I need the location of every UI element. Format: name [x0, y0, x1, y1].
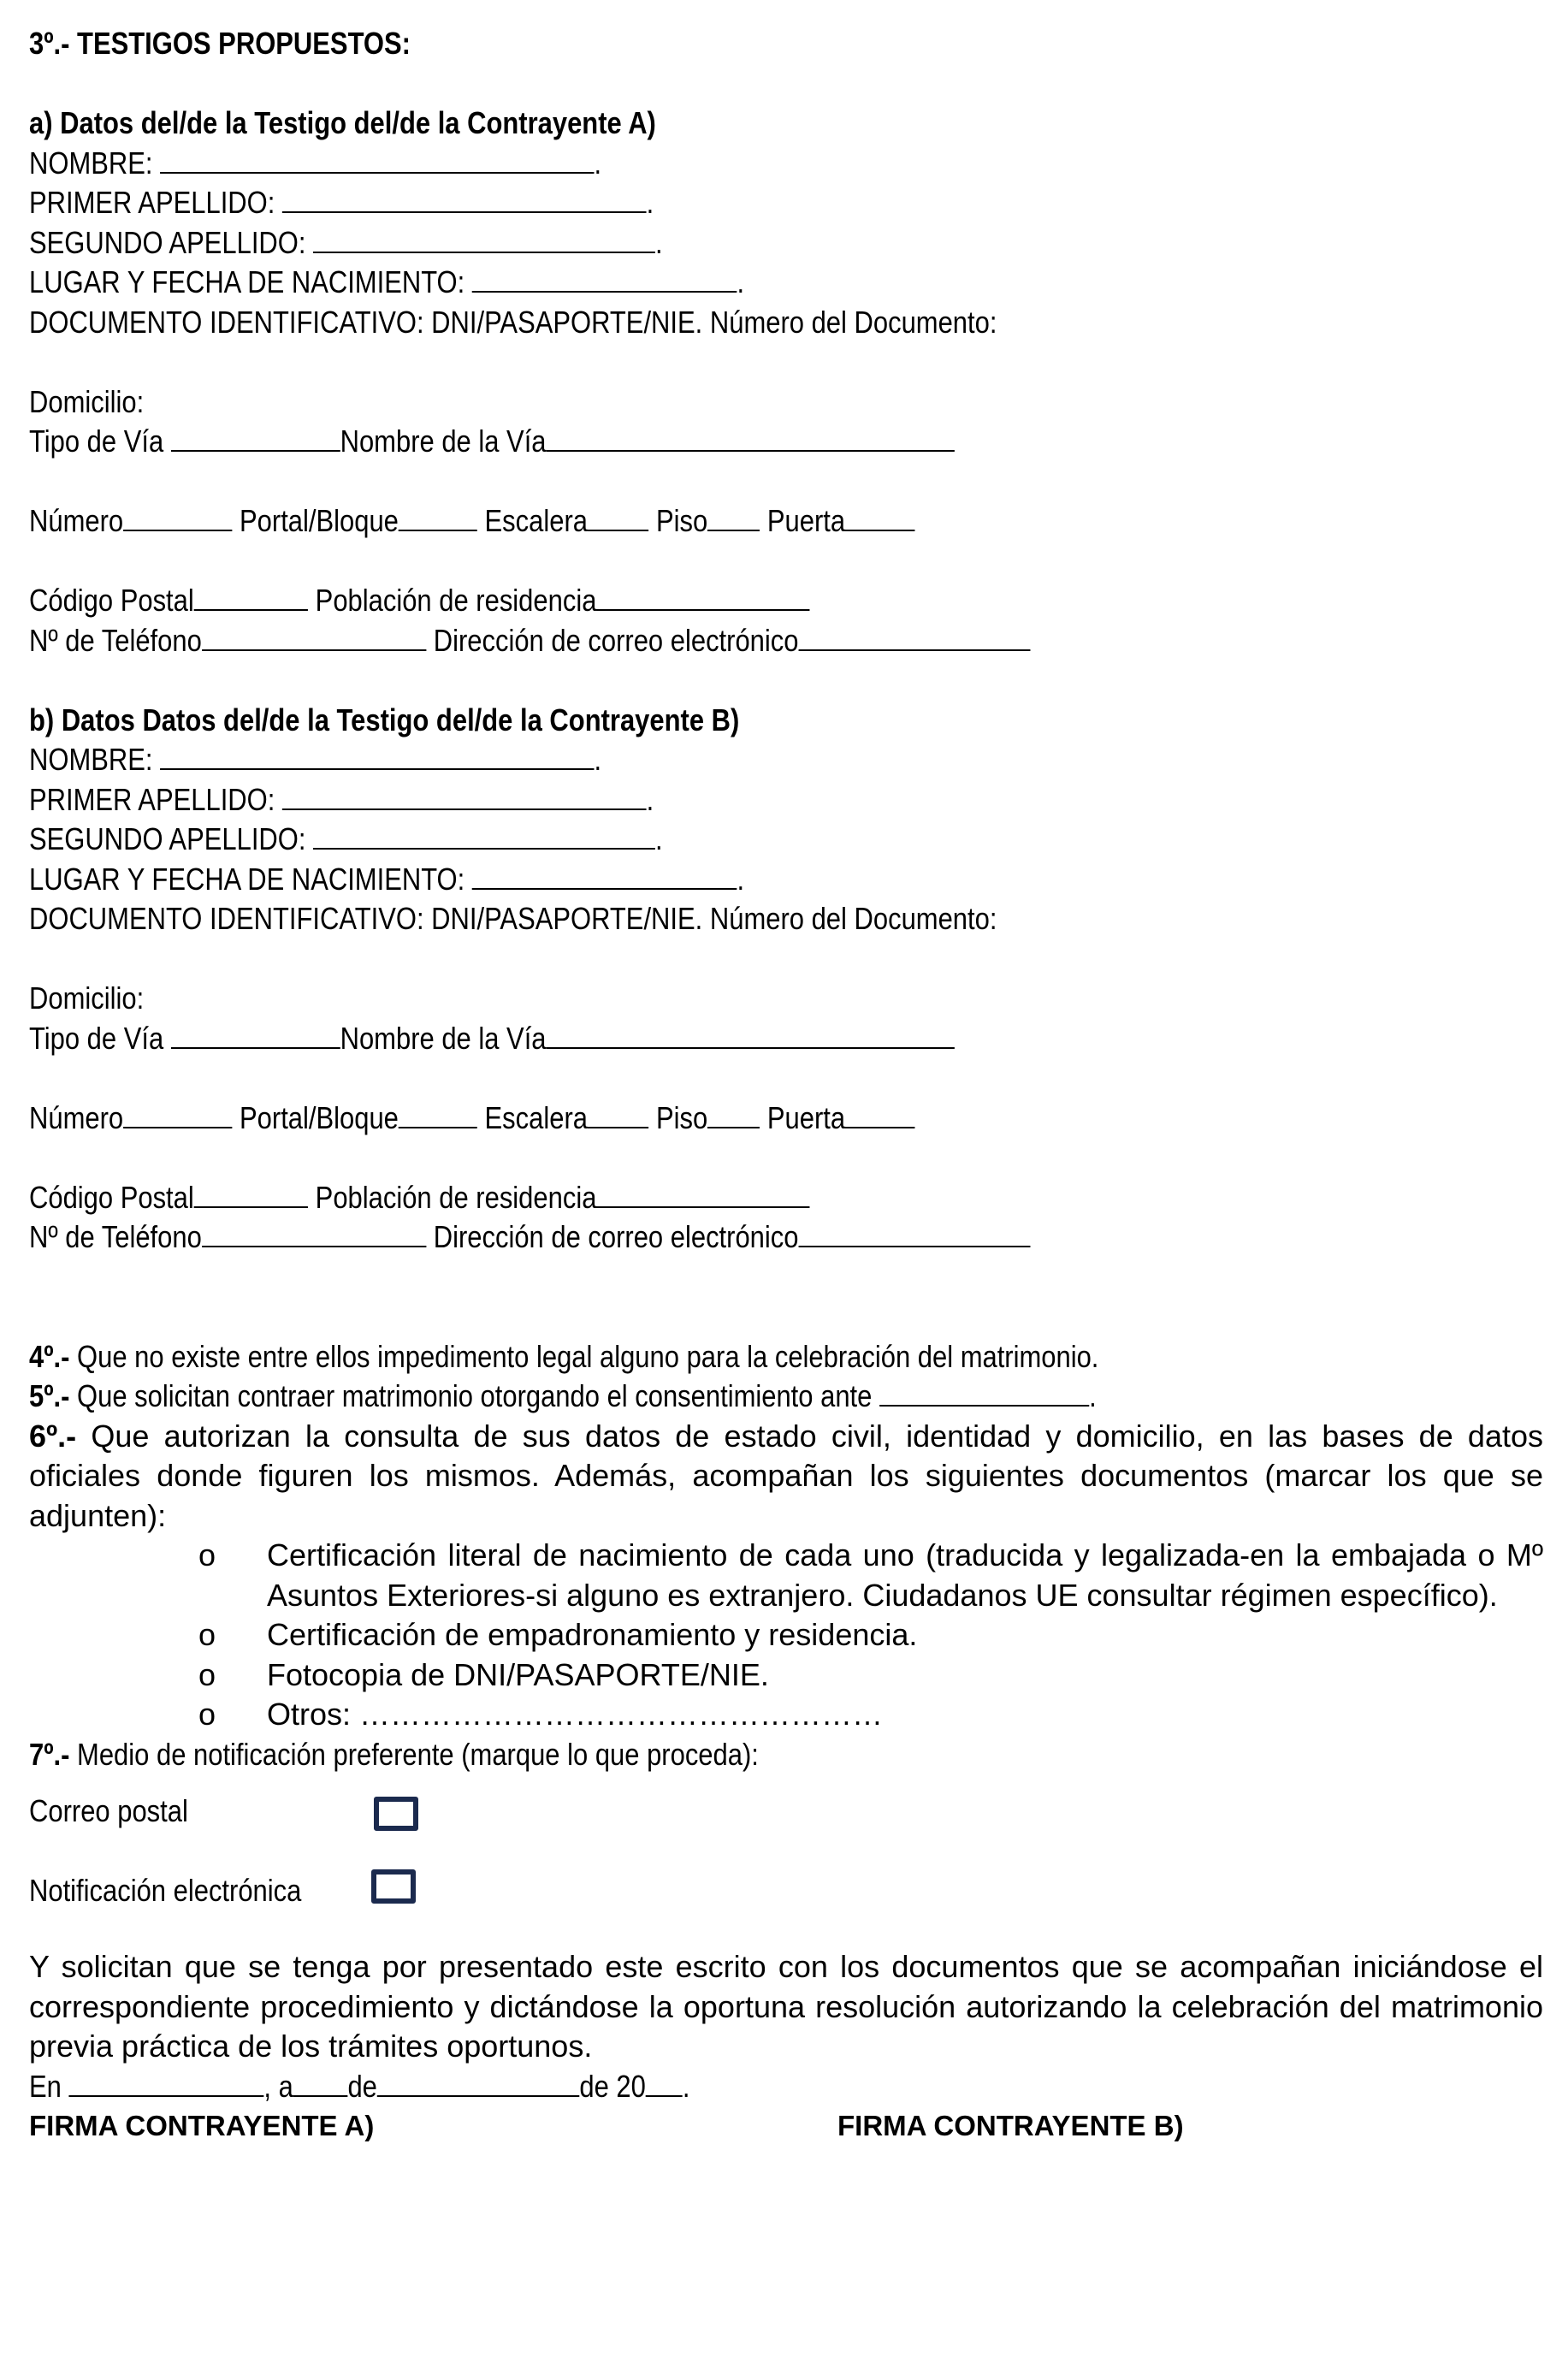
witness-a-documento-row: DOCUMENTO IDENTIFICATIVO: DNI/PASAPORTE/NIE. Número del Documento:	[29, 304, 997, 340]
section-5-text: Que solicitan contraer matrimonio otorgando el consentimiento ante	[69, 1378, 879, 1413]
list-item	[198, 1695, 1543, 1735]
list-item-text: Certificación literal de nacimiento de cada uno (traducida y legalizada-en la embajada o Mº Asuntos Exteriores-si alguno es extranjero. Ciudadanos UE consultar régimen específico).	[267, 1537, 1543, 1613]
month-field[interactable]	[377, 2070, 580, 2097]
signature-a-label: FIRMA CONTRAYENTE A)	[29, 2110, 375, 2141]
portal-label: Portal/Bloque	[240, 503, 399, 538]
segundo-apellido-field[interactable]	[313, 822, 655, 850]
section-7	[29, 1735, 1343, 1775]
lugar-fecha-label: LUGAR Y FECHA DE NACIMIENTO:	[29, 264, 465, 299]
bullet-mark: o	[198, 1537, 216, 1572]
section-7-text: Medio de notificación preferente (marque lo que proceda):	[69, 1736, 759, 1772]
poblacion-label: Población de residencia	[315, 583, 597, 618]
segundo-apellido-label: SEGUNDO APELLIDO:	[29, 821, 306, 856]
place-date-row	[29, 2067, 1343, 2107]
section-4	[29, 1337, 1343, 1377]
en-label: En	[29, 2068, 69, 2104]
primer-apellido-field[interactable]	[282, 186, 647, 213]
piso-field[interactable]	[707, 1101, 760, 1128]
numero-field[interactable]	[123, 1101, 232, 1128]
witness-b-numero-row	[29, 1099, 1343, 1139]
codigo-postal-field[interactable]	[194, 583, 308, 611]
primer-apellido-label: PRIMER APELLIDO:	[29, 781, 275, 817]
bullet-mark: o	[198, 1656, 216, 1692]
piso-field[interactable]	[707, 504, 760, 531]
option-label: Notificación electrónica	[29, 1873, 302, 1908]
lugar-fecha-field[interactable]	[472, 862, 737, 890]
section-4-text: Que no existe entre ellos impedimento legal alguno para la celebración del matrimonio.	[69, 1338, 1099, 1374]
escalera-field[interactable]	[588, 1101, 648, 1128]
poblacion-label: Población de residencia	[315, 1179, 597, 1215]
notificacion-electronica-checkbox[interactable]	[371, 1869, 416, 1904]
section-5-number: 5º.-	[29, 1378, 70, 1413]
numero-field[interactable]	[123, 504, 232, 531]
piso-label: Piso	[655, 503, 708, 538]
puerta-field[interactable]	[845, 1101, 915, 1128]
witness-a-cp-row	[29, 581, 1343, 621]
bullet-mark: o	[198, 1697, 216, 1732]
telefono-field[interactable]	[202, 1220, 426, 1247]
witness-a-numero-row	[29, 501, 1343, 542]
nombre-via-field[interactable]	[547, 424, 955, 452]
tipo-via-label: Tipo de Vía	[29, 1020, 164, 1056]
nombre-field[interactable]	[160, 743, 594, 770]
witness-a-heading: a) Datos del/de la Testigo del/de la Contrayente A)	[29, 105, 656, 140]
lugar-fecha-label: LUGAR Y FECHA DE NACIMIENTO:	[29, 861, 465, 897]
list-item	[198, 1655, 1543, 1696]
witness-b-block	[29, 701, 1557, 1258]
nombre-via-label: Nombre de la Vía	[340, 423, 547, 459]
lugar-fecha-field[interactable]	[472, 265, 737, 293]
section-6	[29, 1417, 1543, 1537]
witness-a-domicilio-label: Domicilio:	[29, 383, 145, 419]
nombre-via-label: Nombre de la Vía	[340, 1020, 547, 1056]
list-item	[198, 1536, 1543, 1615]
portal-label: Portal/Bloque	[240, 1099, 399, 1135]
puerta-label: Puerta	[766, 1099, 846, 1135]
correo-field[interactable]	[798, 624, 1030, 651]
poblacion-field[interactable]	[596, 583, 809, 611]
tipo-via-field[interactable]	[171, 424, 340, 452]
place-field[interactable]	[68, 2070, 263, 2097]
witness-a-telefono-row	[29, 621, 1343, 661]
witness-b-heading: b) Datos Datos del/de la Testigo del/de la Contrayente B)	[29, 702, 740, 737]
segundo-apellido-label: SEGUNDO APELLIDO:	[29, 224, 306, 260]
nombre-label: NOMBRE:	[29, 742, 153, 777]
option-correo-postal	[29, 1774, 1557, 1854]
witness-b-primer-apellido-row: PRIMER APELLIDO: .	[29, 781, 654, 817]
witness-a-via-row	[29, 422, 1343, 462]
witness-a-nombre-row: NOMBRE: .	[29, 145, 602, 181]
end-dot: .	[682, 2068, 690, 2104]
option-label: Correo postal	[29, 1793, 188, 1828]
a-label: , a	[263, 2068, 293, 2104]
telefono-label: Nº de Teléfono	[29, 1219, 202, 1254]
signature-b-label: FIRMA CONTRAYENTE B)	[837, 2110, 1184, 2141]
telefono-label: Nº de Teléfono	[29, 622, 202, 658]
piso-label: Piso	[655, 1099, 708, 1135]
witness-b-documento-row: DOCUMENTO IDENTIFICATIVO: DNI/PASAPORTE/NIE. Número del Documento:	[29, 901, 997, 936]
nombre-via-field[interactable]	[547, 1022, 955, 1049]
section-3-title: 3º.- TESTIGOS PROPUESTOS:	[29, 26, 411, 61]
correo-label: Dirección de correo electrónico	[433, 622, 799, 658]
primer-apellido-label: PRIMER APELLIDO:	[29, 185, 275, 220]
correo-postal-checkbox[interactable]	[374, 1797, 418, 1831]
segundo-apellido-field[interactable]	[313, 226, 655, 253]
list-item-text: Certificación de empadronamiento y residencia.	[267, 1617, 918, 1652]
portal-field[interactable]	[399, 1101, 477, 1128]
witness-a-lugar-fecha-row: LUGAR Y FECHA DE NACIMIENTO: .	[29, 264, 745, 299]
year-field[interactable]	[646, 2070, 683, 2097]
puerta-label: Puerta	[766, 503, 846, 538]
correo-label: Dirección de correo electrónico	[433, 1219, 799, 1254]
bullet-mark: o	[198, 1617, 216, 1652]
list-item	[198, 1615, 1543, 1655]
correo-field[interactable]	[798, 1220, 1030, 1247]
nombre-field[interactable]	[160, 146, 594, 174]
option-notificacion-electronica	[29, 1854, 1557, 1934]
section-4-number: 4º.-	[29, 1338, 70, 1374]
day-field[interactable]	[293, 2070, 348, 2097]
codigo-postal-label: Código Postal	[29, 583, 194, 618]
codigo-postal-label: Código Postal	[29, 1179, 194, 1215]
witness-a-primer-apellido-row: PRIMER APELLIDO: .	[29, 185, 654, 220]
witness-b-segundo-apellido-row: SEGUNDO APELLIDO: .	[29, 821, 663, 856]
witness-b-telefono-row	[29, 1217, 1343, 1258]
de20-label: de 20	[579, 2068, 646, 2104]
de-label: de	[347, 2068, 377, 2104]
puerta-field[interactable]	[845, 504, 915, 531]
poblacion-field[interactable]	[596, 1181, 809, 1208]
tipo-via-label: Tipo de Vía	[29, 423, 164, 459]
nombre-label: NOMBRE:	[29, 145, 153, 181]
escalera-field[interactable]	[588, 504, 648, 531]
section-5: 5º.- Que solicitan contraer matrimonio otorgando el consentimiento ante .	[29, 1378, 1097, 1413]
section-6-number: 6º.-	[29, 1418, 77, 1454]
ante-field[interactable]	[879, 1379, 1089, 1407]
list-item-text: Fotocopia de DNI/PASAPORTE/NIE.	[267, 1656, 769, 1692]
witness-b-lugar-fecha-row: LUGAR Y FECHA DE NACIMIENTO: .	[29, 861, 745, 897]
portal-field[interactable]	[399, 504, 477, 531]
witness-b-nombre-row: NOMBRE: .	[29, 742, 602, 777]
codigo-postal-field[interactable]	[194, 1181, 308, 1208]
witness-b-cp-row	[29, 1178, 1343, 1218]
section-7-number: 7º.-	[29, 1736, 70, 1772]
numero-label: Número	[29, 503, 124, 538]
document-list	[198, 1536, 1543, 1735]
primer-apellido-field[interactable]	[282, 783, 647, 810]
document-page	[29, 24, 1557, 2147]
witness-a-block	[29, 104, 1557, 660]
section-6-text: Que autorizan la consulta de sus datos de estado civil, identidad y domicilio, en las bases de datos oficiales donde figuren los mismos. Además, acompañan los siguientes documentos (marcar los que se adjunten):	[29, 1418, 1543, 1533]
escalera-label: Escalera	[484, 1099, 588, 1135]
list-item-text: Otros: ……………………………………………	[267, 1697, 884, 1732]
numero-label: Número	[29, 1099, 124, 1135]
closing-paragraph: Y solicitan que se tenga por presentado este escrito con los documentos que se acompañan iniciándose el correspondiente procedimiento y dictándose la oportuna resolución autorizando la celebración del matrimonio previa práctica de los trámites oportunos.	[29, 1949, 1543, 2064]
witness-a-segundo-apellido-row: SEGUNDO APELLIDO: .	[29, 224, 663, 260]
escalera-label: Escalera	[484, 503, 588, 538]
tipo-via-field[interactable]	[171, 1022, 340, 1049]
telefono-field[interactable]	[202, 624, 426, 651]
witness-b-via-row	[29, 1019, 1343, 1059]
signature-row	[29, 2106, 1557, 2147]
witness-b-domicilio-label: Domicilio:	[29, 980, 145, 1016]
